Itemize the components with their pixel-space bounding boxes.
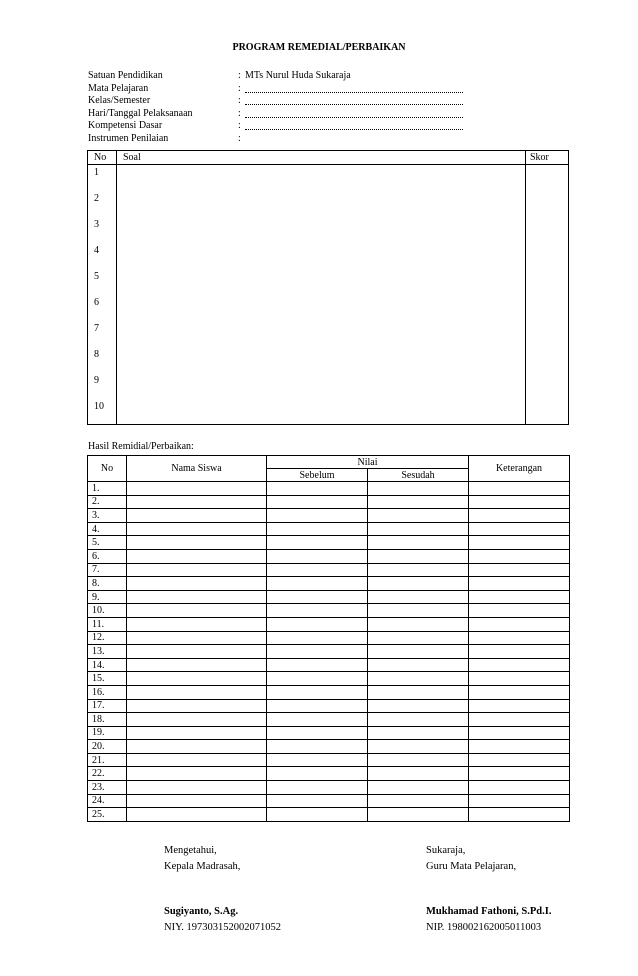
- table-row: [88, 672, 570, 686]
- sebelum-cell: [267, 794, 368, 808]
- nama-cell: [127, 781, 267, 795]
- row-number-cell: 22.: [88, 767, 127, 781]
- row-number-cell: 25.: [88, 808, 127, 822]
- table-row: [88, 522, 570, 536]
- sebelum-cell: [267, 685, 368, 699]
- keterangan-cell: [469, 604, 570, 618]
- row-number-cell: 4.: [88, 522, 127, 536]
- signature-right: [426, 843, 551, 936]
- sesudah-cell: [368, 495, 469, 509]
- nama-cell: [127, 617, 267, 631]
- header-nama-siswa: Nama Siswa: [127, 456, 267, 482]
- table-row: [88, 549, 570, 563]
- keterangan-cell: [469, 726, 570, 740]
- sesudah-cell: [368, 522, 469, 536]
- row-number-cell: 23.: [88, 781, 127, 795]
- keterangan-cell: [469, 536, 570, 550]
- info-colon: :: [238, 95, 241, 106]
- sesudah-cell: [368, 509, 469, 523]
- sesudah-cell: [368, 604, 469, 618]
- sebelum-cell: [267, 495, 368, 509]
- sig-left-name-text: Sugiyanto, S.Ag.: [164, 906, 239, 917]
- table-row: [88, 685, 570, 699]
- keterangan-cell: [469, 563, 570, 577]
- sesudah-cell: [368, 617, 469, 631]
- soal-number: 1: [94, 167, 99, 178]
- info-label: Kompetensi Dasar: [88, 120, 163, 131]
- table-row: [88, 740, 570, 754]
- keterangan-cell: [469, 685, 570, 699]
- info-value: MTs Nurul Huda Sukaraja: [245, 70, 351, 81]
- nama-cell: [127, 726, 267, 740]
- table-row: [88, 753, 570, 767]
- keterangan-cell: [469, 631, 570, 645]
- result-table: [87, 455, 570, 822]
- header-keterangan: Keterangan: [469, 456, 570, 482]
- sebelum-cell: [267, 631, 368, 645]
- table-row: [88, 577, 570, 591]
- keterangan-cell: [469, 482, 570, 496]
- table-row: [88, 482, 570, 496]
- signature-space: [164, 875, 281, 904]
- row-number-cell: 3.: [88, 509, 127, 523]
- soal-number: 5: [94, 271, 99, 282]
- soal-header-soal: Soal: [123, 152, 141, 163]
- sebelum-cell: [267, 808, 368, 822]
- keterangan-cell: [469, 713, 570, 727]
- nama-cell: [127, 631, 267, 645]
- table-row: [88, 808, 570, 822]
- sebelum-cell: [267, 482, 368, 496]
- table-row: [88, 781, 570, 795]
- signature-left: [164, 843, 281, 936]
- row-number-cell: 6.: [88, 549, 127, 563]
- keterangan-cell: [469, 645, 570, 659]
- sesudah-cell: [368, 590, 469, 604]
- nama-cell: [127, 672, 267, 686]
- keterangan-cell: [469, 658, 570, 672]
- soal-number: 10: [94, 401, 104, 412]
- dotted-fill-line: [245, 129, 463, 130]
- row-number-cell: 19.: [88, 726, 127, 740]
- nama-cell: [127, 549, 267, 563]
- soal-number: 3: [94, 219, 99, 230]
- keterangan-cell: [469, 617, 570, 631]
- nama-cell: [127, 577, 267, 591]
- nama-cell: [127, 563, 267, 577]
- keterangan-cell: [469, 740, 570, 754]
- sig-left-line2: Kepala Madrasah,: [164, 861, 241, 872]
- nama-cell: [127, 740, 267, 754]
- hasil-label: Hasil Remidial/Perbaikan:: [88, 441, 194, 452]
- sig-right-name: [426, 904, 551, 920]
- table-row: [88, 495, 570, 509]
- keterangan-cell: [469, 808, 570, 822]
- header-no: No: [88, 456, 127, 482]
- sebelum-cell: [267, 509, 368, 523]
- keterangan-cell: [469, 672, 570, 686]
- sesudah-cell: [368, 713, 469, 727]
- sebelum-cell: [267, 590, 368, 604]
- sebelum-cell: [267, 522, 368, 536]
- info-colon: :: [238, 82, 241, 94]
- table-row: [88, 604, 570, 618]
- row-number-cell: 11.: [88, 617, 127, 631]
- nama-cell: [127, 482, 267, 496]
- row-number-cell: 14.: [88, 658, 127, 672]
- sesudah-cell: [368, 482, 469, 496]
- row-number-cell: 20.: [88, 740, 127, 754]
- dotted-fill-line: [245, 117, 463, 118]
- sesudah-cell: [368, 577, 469, 591]
- row-number-cell: 21.: [88, 753, 127, 767]
- sig-right-line1: Sukaraja,: [426, 845, 466, 856]
- row-number-cell: 12.: [88, 631, 127, 645]
- row-number-cell: 1.: [88, 482, 127, 496]
- soal-number: 8: [94, 349, 99, 360]
- keterangan-cell: [469, 794, 570, 808]
- sesudah-cell: [368, 808, 469, 822]
- sebelum-cell: [267, 563, 368, 577]
- sebelum-cell: [267, 699, 368, 713]
- sebelum-cell: [267, 617, 368, 631]
- info-label: Satuan Pendidikan: [88, 70, 163, 81]
- table-row: [88, 726, 570, 740]
- nama-cell: [127, 658, 267, 672]
- sig-right-name-text: Mukhamad Fathoni, S.Pd.I.: [426, 906, 552, 917]
- sebelum-cell: [267, 577, 368, 591]
- info-label: Hari/Tanggal Pelaksanaan: [88, 107, 193, 119]
- sesudah-cell: [368, 699, 469, 713]
- header-sesudah: Sesudah: [368, 469, 469, 482]
- header-nilai: Nilai: [267, 456, 469, 469]
- sesudah-cell: [368, 685, 469, 699]
- sesudah-cell: [368, 753, 469, 767]
- row-number-cell: 15.: [88, 672, 127, 686]
- soal-table: [87, 150, 569, 425]
- nama-cell: [127, 699, 267, 713]
- row-number-cell: 8.: [88, 577, 127, 591]
- table-row: [88, 536, 570, 550]
- nama-cell: [127, 685, 267, 699]
- row-number-cell: 24.: [88, 794, 127, 808]
- table-row: [88, 713, 570, 727]
- soal-header-skor: Skor: [530, 152, 549, 163]
- nama-cell: [127, 604, 267, 618]
- table-row: [88, 794, 570, 808]
- info-label: Instrumen Penilaian: [88, 132, 169, 144]
- sebelum-cell: [267, 713, 368, 727]
- sebelum-cell: [267, 726, 368, 740]
- sesudah-cell: [368, 563, 469, 577]
- sesudah-cell: [368, 549, 469, 563]
- nama-cell: [127, 808, 267, 822]
- nama-cell: [127, 495, 267, 509]
- table-row: [88, 645, 570, 659]
- nama-cell: [127, 645, 267, 659]
- sebelum-cell: [267, 740, 368, 754]
- sig-right-line2: Guru Mata Pelajaran,: [426, 861, 517, 872]
- dotted-fill-line: [245, 92, 463, 93]
- sig-left-line1: Mengetahui,: [164, 845, 217, 856]
- sebelum-cell: [267, 604, 368, 618]
- row-number-cell: 2.: [88, 495, 127, 509]
- keterangan-cell: [469, 577, 570, 591]
- document-title: PROGRAM REMEDIAL/PERBAIKAN: [232, 42, 406, 53]
- sesudah-cell: [368, 781, 469, 795]
- sig-left-id: NIY. 197303152002071052: [164, 922, 282, 933]
- sebelum-cell: [267, 767, 368, 781]
- row-number-cell: 9.: [88, 590, 127, 604]
- soal-number: 6: [94, 297, 99, 308]
- soal-number: 2: [94, 193, 99, 204]
- table-row: [88, 767, 570, 781]
- nama-cell: [127, 753, 267, 767]
- sesudah-cell: [368, 726, 469, 740]
- table-row: [88, 563, 570, 577]
- soal-number: 7: [94, 323, 99, 334]
- info-label: Kelas/Semester: [88, 95, 151, 106]
- keterangan-cell: [469, 753, 570, 767]
- sebelum-cell: [267, 672, 368, 686]
- table-row: [88, 617, 570, 631]
- soal-number: 9: [94, 375, 99, 386]
- table-row: [88, 509, 570, 523]
- table-row: [88, 699, 570, 713]
- info-colon: :: [238, 120, 241, 131]
- info-colon: :: [238, 70, 241, 81]
- table-row: [88, 590, 570, 604]
- sesudah-cell: [368, 672, 469, 686]
- sebelum-cell: [267, 658, 368, 672]
- soal-table-header: [88, 151, 568, 165]
- sebelum-cell: [267, 536, 368, 550]
- sebelum-cell: [267, 753, 368, 767]
- column-divider: [116, 151, 117, 424]
- nama-cell: [127, 713, 267, 727]
- row-number-cell: 7.: [88, 563, 127, 577]
- keterangan-cell: [469, 590, 570, 604]
- keterangan-cell: [469, 699, 570, 713]
- row-number-cell: 5.: [88, 536, 127, 550]
- nama-cell: [127, 590, 267, 604]
- keterangan-cell: [469, 495, 570, 509]
- soal-number: 4: [94, 245, 99, 256]
- signature-space: [426, 875, 551, 904]
- sebelum-cell: [267, 645, 368, 659]
- result-table-body: [88, 482, 570, 822]
- sesudah-cell: [368, 794, 469, 808]
- nama-cell: [127, 794, 267, 808]
- column-divider: [525, 151, 526, 424]
- sesudah-cell: [368, 645, 469, 659]
- keterangan-cell: [469, 509, 570, 523]
- sesudah-cell: [368, 536, 469, 550]
- sesudah-cell: [368, 767, 469, 781]
- nama-cell: [127, 536, 267, 550]
- soal-header-no: No: [94, 152, 107, 163]
- keterangan-cell: [469, 767, 570, 781]
- sig-right-id: NIP. 198002162005011003: [426, 922, 542, 933]
- row-number-cell: 13.: [88, 645, 127, 659]
- nama-cell: [127, 509, 267, 523]
- row-number-cell: 17.: [88, 699, 127, 713]
- sebelum-cell: [267, 781, 368, 795]
- keterangan-cell: [469, 781, 570, 795]
- sig-left-name: [164, 904, 281, 920]
- info-colon: :: [238, 132, 241, 144]
- keterangan-cell: [469, 522, 570, 536]
- table-row: [88, 631, 570, 645]
- row-number-cell: 10.: [88, 604, 127, 618]
- table-row: [88, 658, 570, 672]
- sesudah-cell: [368, 658, 469, 672]
- row-number-cell: 18.: [88, 713, 127, 727]
- nama-cell: [127, 767, 267, 781]
- keterangan-cell: [469, 549, 570, 563]
- sesudah-cell: [368, 631, 469, 645]
- info-colon: :: [238, 107, 241, 119]
- info-label: Mata Pelajaran: [88, 82, 149, 94]
- sesudah-cell: [368, 740, 469, 754]
- row-number-cell: 16.: [88, 685, 127, 699]
- header-sebelum: Sebelum: [267, 469, 368, 482]
- nama-cell: [127, 522, 267, 536]
- dotted-fill-line: [245, 104, 463, 105]
- sebelum-cell: [267, 549, 368, 563]
